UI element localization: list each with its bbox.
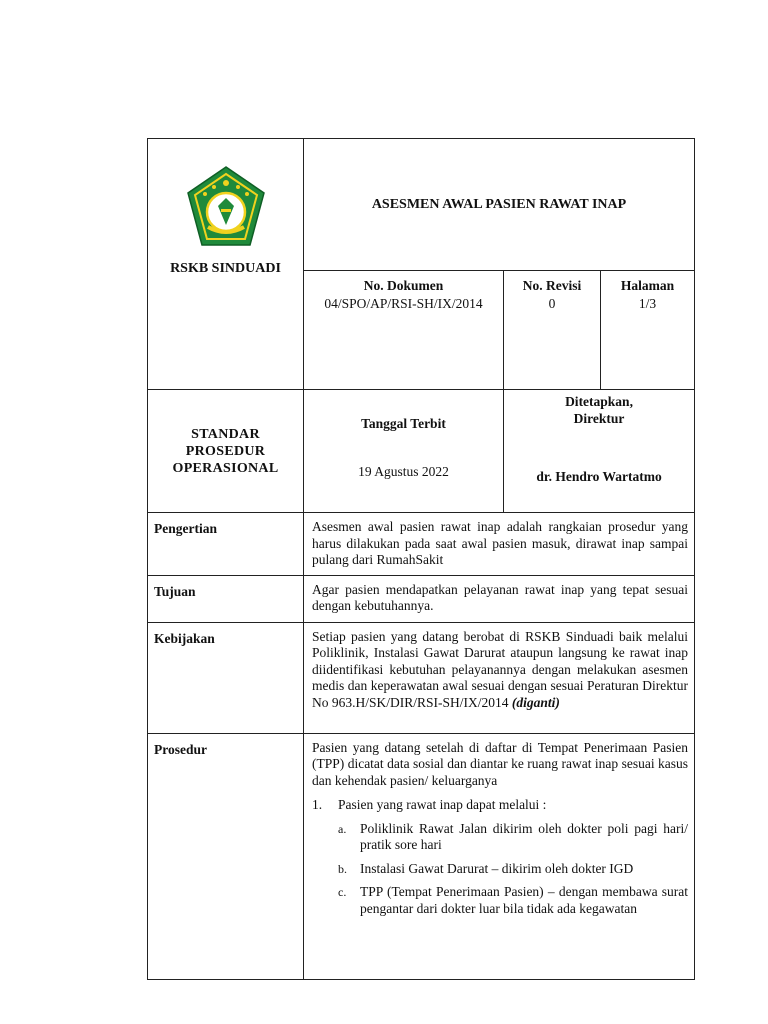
hospital-logo: [184, 165, 268, 249]
approved-label-1: Ditetapkan,: [565, 394, 633, 409]
list-text: Poliklinik Rawat Jalan dikirim oleh dokter poli pagi hari/ pratik sore hari: [360, 820, 689, 852]
section-label-kebijakan: Kebijakan: [148, 622, 304, 733]
document-number-label: No. Dokumen: [363, 278, 444, 293]
sop-table: [147, 138, 695, 980]
list-text: TPP (Tempat Penerimaan Pasien) – dengan membawa surat pengantar dari dokter luar bila tidak ada kegawatan: [360, 884, 689, 916]
section-label-tujuan: Tujuan: [148, 575, 304, 622]
revision-value: 0: [548, 296, 556, 311]
section-prosedur: [304, 733, 695, 979]
sop-document: [147, 138, 694, 980]
list-letter: c.: [338, 885, 347, 899]
list-text: Pasien yang rawat inap dapat melalui :: [338, 797, 547, 812]
revision-label: No. Revisi: [522, 278, 582, 293]
page-label: Halaman: [620, 278, 675, 293]
section-text-tujuan: Agar pasien mendapatkan pelayanan rawat inap yang tepat sesuai dengan kebutuhannya.: [304, 575, 695, 622]
approved-label-2: Direktur: [573, 411, 625, 426]
sop-line-3: OPERASIONAL: [172, 460, 279, 476]
procedure-item-1: [312, 797, 688, 814]
hospital-name: RSKB SINDUADI: [170, 261, 281, 276]
section-label-pengertian: Pengertian: [148, 513, 304, 576]
issue-date-value: 19 Agustus 2022: [358, 464, 449, 479]
section-kebijakan: [304, 622, 695, 733]
procedure-subitem-b: [312, 861, 688, 878]
procedure-subitem-c: [312, 884, 688, 917]
section-text-kebijakan: Setiap pasien yang datang berobat di RSKB Sinduadi baik melalui Poliklinik, Instalasi Gawat Darurat ataupun langsung ke rawat inap diidentifikasi kebutuhan pelayanannya dengan melakukan asesmen medis dan keperawatan awal sesuai dengan sesuai Peraturan Direktur No 963.H/SK/DIR/RSI-SH/IX/2014: [312, 628, 689, 710]
list-text: Instalasi Gawat Darurat – dikirim oleh dokter IGD: [360, 860, 634, 876]
issue-date-cell: [304, 390, 504, 513]
section-text-pengertian: Asesmen awal pasien rawat inap adalah rangkaian prosedur yang harus dilakukan pada saat awal pasien masuk, dirawat inap sampai pulang dari RumahSakit: [304, 513, 695, 576]
revision-cell: [504, 271, 601, 390]
procedure-subitem-a: [312, 821, 688, 854]
sop-line-1: STANDAR: [191, 426, 260, 442]
procedure-intro: Pasien yang datang setelah di daftar di Tempat Penerimaan Pasien (TPP) dicatat data sosial dan diantar ke ruang rawat inap sesuai kasus dan kehendak pasien/ keluarganya: [312, 739, 689, 788]
sop-line-2: PROSEDUR: [185, 443, 266, 459]
approval-cell: [504, 390, 695, 513]
page-value: 1/3: [638, 296, 657, 311]
approver-name: dr. Hendro Wartatmo: [536, 469, 662, 484]
document-title: ASESMEN AWAL PASIEN RAWAT INAP: [304, 139, 695, 271]
section-label-prosedur: Prosedur: [148, 733, 304, 979]
issue-date-label: Tanggal Terbit: [361, 416, 446, 431]
document-number-cell: [304, 271, 504, 390]
list-number: 1.: [312, 797, 323, 812]
document-number-value: 04/SPO/AP/RSI-SH/IX/2014: [324, 296, 483, 311]
hospital-identity-cell: [148, 139, 304, 390]
page-cell: [601, 271, 695, 390]
list-letter: a.: [338, 821, 347, 836]
sop-heading: [148, 390, 304, 513]
replaced-note: (diganti): [511, 694, 560, 710]
list-letter: b.: [338, 861, 347, 876]
